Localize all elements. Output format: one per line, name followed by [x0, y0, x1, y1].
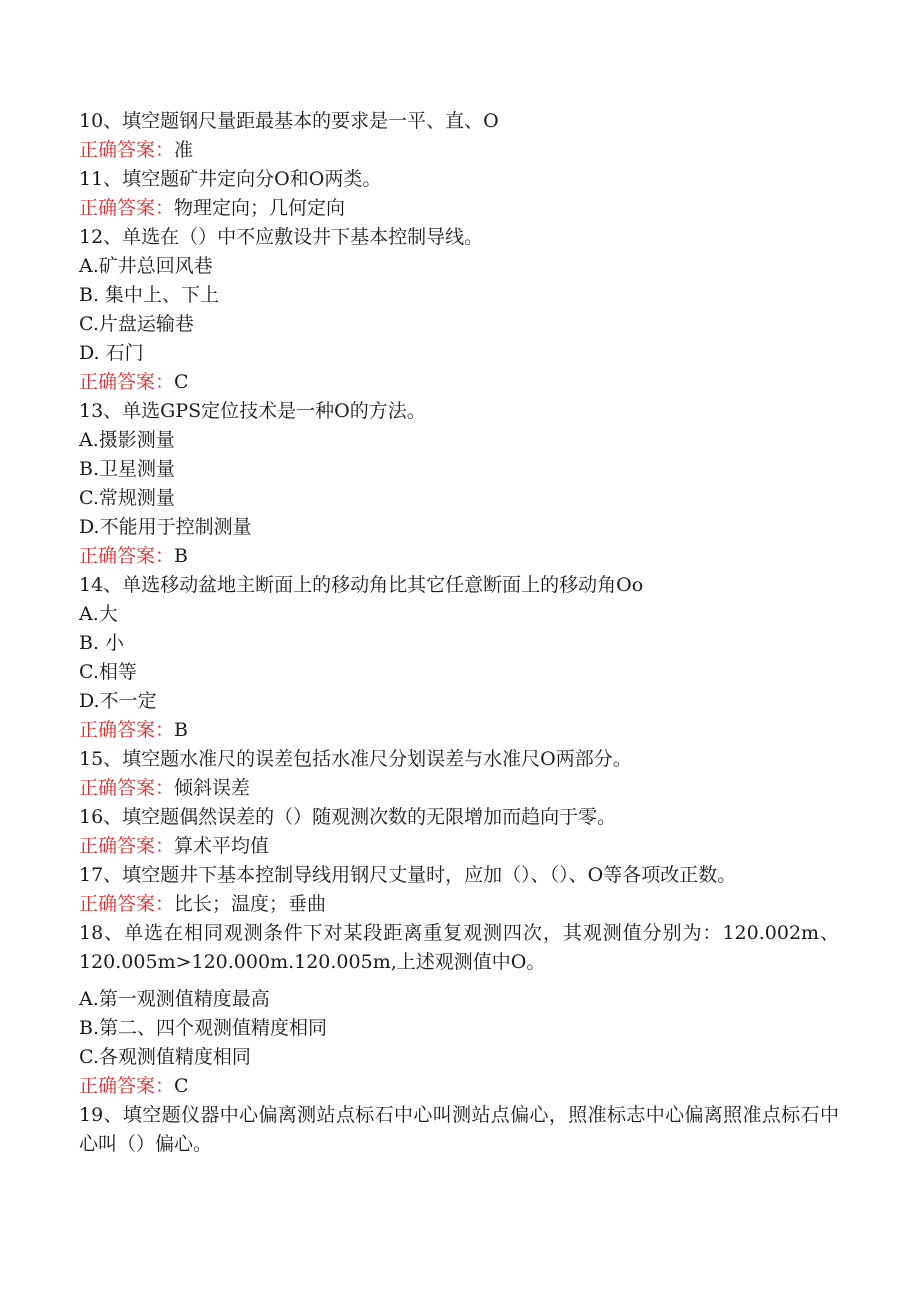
- answer-label: 正确答案：: [79, 197, 175, 219]
- option-text: A.大: [79, 603, 118, 625]
- answer-value: B: [174, 545, 188, 567]
- option-text: A.第一观测值精度最高: [79, 988, 270, 1010]
- option-text: B. 集中上、下上: [79, 284, 220, 306]
- answer-label: 正确答案：: [79, 139, 175, 161]
- option-text: D. 石门: [79, 342, 144, 364]
- answer-value: C: [174, 1075, 189, 1097]
- option-text: B. 小: [79, 632, 125, 654]
- answer-line: [79, 832, 839, 861]
- question-text: 14、单选移动盆地主断面上的移动角比其它任意断面上的移动角Oo: [79, 574, 644, 596]
- answer-label: 正确答案：: [79, 893, 175, 915]
- question-list: [79, 107, 839, 1159]
- option-text: D.不一定: [79, 690, 157, 712]
- question-text: 17、填空题井下基本控制导线用钢尺丈量时，应加（）、（）、O等各项改正数。: [79, 864, 737, 886]
- answer-label: 正确答案：: [79, 835, 175, 857]
- answer-line: [79, 542, 839, 571]
- answer-label: 正确答案：: [79, 719, 175, 741]
- answer-value: B: [174, 719, 188, 741]
- answer-line: [79, 1072, 839, 1101]
- answer-value: 物理定向；几何定向: [174, 197, 346, 219]
- answer-value: C: [174, 371, 189, 393]
- answer-line: [79, 368, 839, 397]
- option-text: C.常规测量: [79, 487, 175, 509]
- question-text: 13、单选GPS定位技术是一种O的方法。: [79, 400, 426, 422]
- answer-label: 正确答案：: [79, 1075, 175, 1097]
- answer-line: [79, 774, 839, 803]
- question-text: 18、单选在相同观测条件下对某段距离重复观测四次，其观测值分别为：120.002m、120.005m>120.000m.120.005m,上述观测值中O。: [79, 922, 839, 973]
- answer-value: 准: [174, 139, 194, 161]
- option-text: A.矿井总回风巷: [79, 255, 213, 277]
- answer-line: [79, 194, 839, 223]
- option-text: A.摄影测量: [79, 429, 175, 451]
- option-text: C.各观测值精度相同: [79, 1046, 251, 1068]
- question-text: 16、填空题偶然误差的（）随观测次数的无限增加而趋向于零。: [79, 806, 617, 828]
- answer-label: 正确答案：: [79, 371, 175, 393]
- question-text: 10、填空题钢尺量距最基本的要求是一平、直、O: [79, 110, 499, 132]
- option-text: B.第二、四个观测值精度相同: [79, 1017, 328, 1039]
- answer-label: 正确答案：: [79, 777, 175, 799]
- question-text: 19、填空题仪器中心偏离测站点标石中心叫测站点偏心，照准标志中心偏离照准点标石中心叫（）偏心。: [79, 1104, 839, 1155]
- question-text: 12、单选在（）中不应敷设井下基本控制导线。: [79, 226, 484, 248]
- option-text: B.卫星测量: [79, 458, 176, 480]
- option-text: D.不能用于控制测量: [79, 516, 252, 538]
- answer-line: [79, 716, 839, 745]
- answer-value: 比长；温度；垂曲: [174, 893, 327, 915]
- answer-label: 正确答案：: [79, 545, 175, 567]
- answer-value: 算术平均值: [174, 835, 270, 857]
- answer-value: 倾斜误差: [174, 777, 251, 799]
- question-text: 15、填空题水准尺的误差包括水准尺分划误差与水准尺O两部分。: [79, 748, 632, 770]
- answer-line: [79, 890, 839, 919]
- option-text: C.片盘运输巷: [79, 313, 194, 335]
- spacer: [79, 977, 839, 985]
- document-page: [79, 107, 839, 1159]
- option-text: C.相等: [79, 661, 137, 683]
- answer-line: [79, 136, 839, 165]
- question-text: 11、填空题矿井定向分O和O两类。: [79, 168, 382, 190]
